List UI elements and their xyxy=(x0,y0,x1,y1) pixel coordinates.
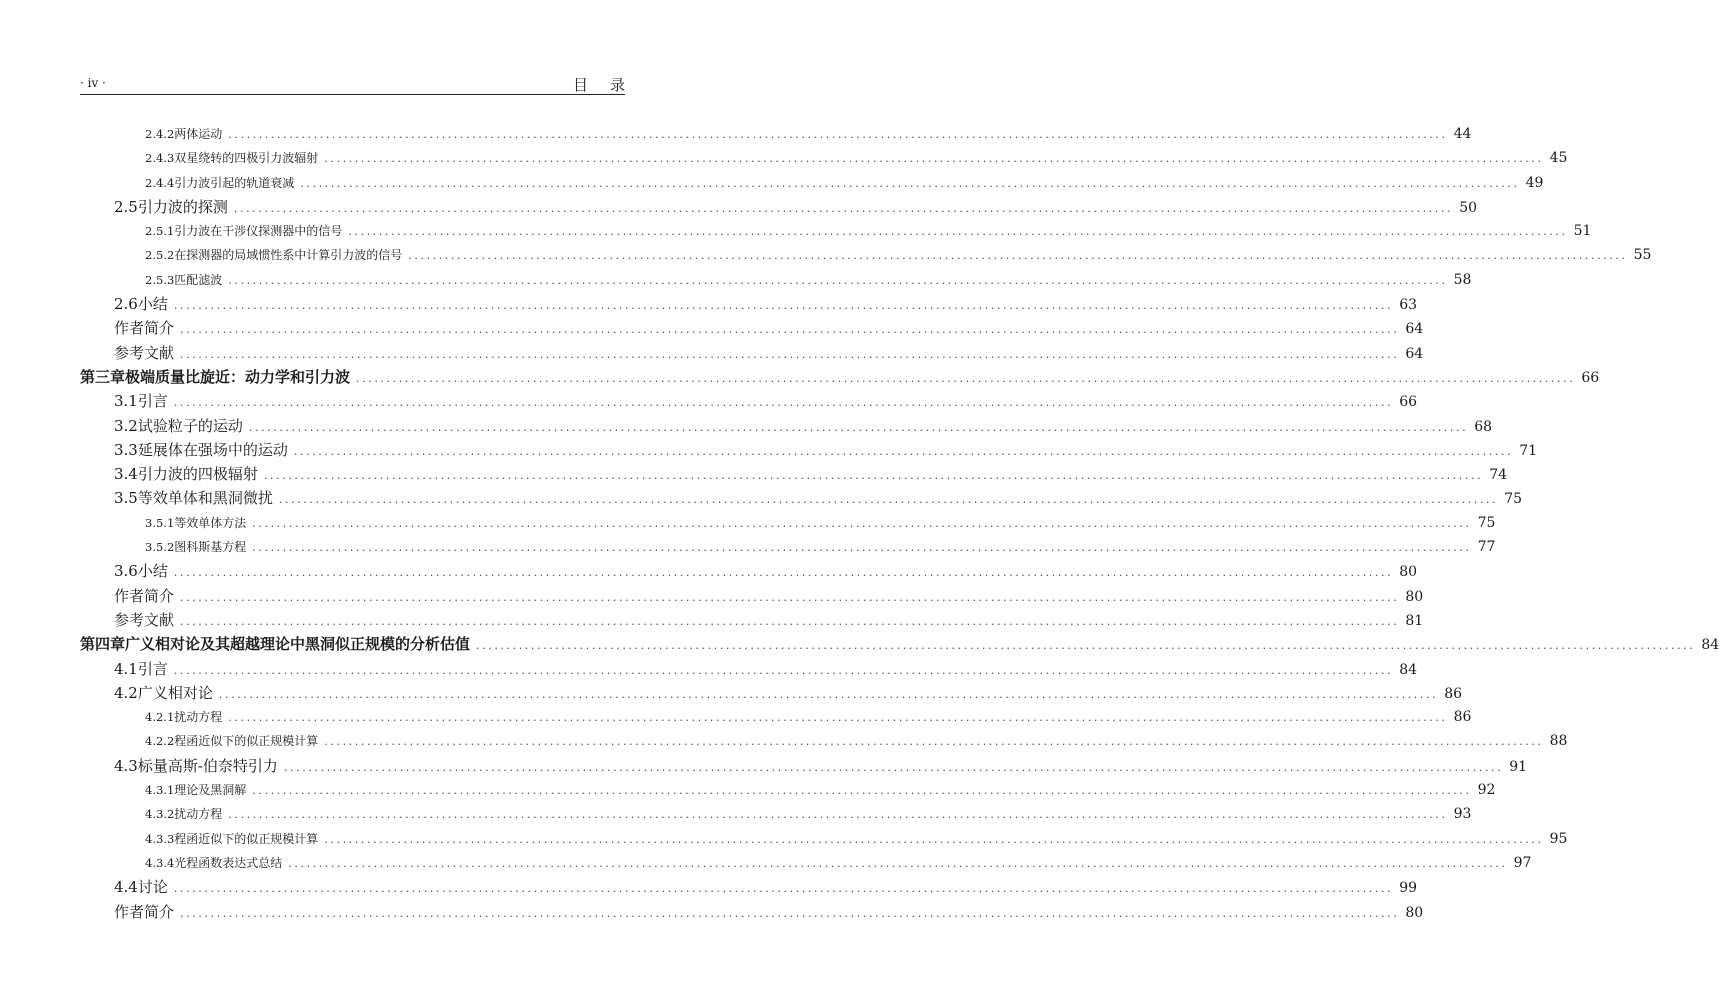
toc-entry-title: 广义相对论及其超越理论中黑洞似正规模的分析估值 xyxy=(125,635,471,654)
toc-entry xyxy=(80,389,1418,413)
dot-leader: ........................................................................................................................................................................................................ xyxy=(180,906,1400,920)
toc-entry xyxy=(80,146,1568,170)
dot-leader: ........................................................................................................................................................................................................ xyxy=(173,882,1394,896)
dot-leader: ........................................................................................................................................................................................................ xyxy=(348,225,1568,239)
toc-entry xyxy=(80,632,1719,656)
toc-entry-number: 2.4.3 xyxy=(145,151,175,166)
dot-leader: ........................................................................................................................................................................................................ xyxy=(283,760,1504,774)
toc-entry-page: 63 xyxy=(1399,297,1418,314)
dot-leader: ........................................................................................................................................................................................................ xyxy=(324,832,1544,846)
dot-leader: ........................................................................................................................................................................................................ xyxy=(180,323,1400,337)
dot-leader: ........................................................................................................................................................................................................ xyxy=(288,856,1508,870)
toc-entry-page: 74 xyxy=(1489,467,1508,484)
toc-entry-page: 92 xyxy=(1477,782,1496,799)
toc-entry xyxy=(80,365,1600,389)
toc-entry-number: 3.3 xyxy=(114,440,138,459)
toc-entry-title: 试验粒子的运动 xyxy=(137,416,243,435)
toc-entry-page: 77 xyxy=(1477,539,1496,556)
toc-entry-number: 2.5.2 xyxy=(145,248,175,263)
toc-entry-number: 4.3.1 xyxy=(145,783,175,798)
toc-entry-number: 2.5.3 xyxy=(145,272,175,287)
toc-entry-title: 在探测器的局域惯性系中计算引力波的信号 xyxy=(174,248,403,263)
toc-entry-title: 理论及黑洞解 xyxy=(174,783,247,798)
dot-leader: ........................................................................................................................................................................................................ xyxy=(252,784,1472,798)
toc-entry-title: 小结 xyxy=(137,295,168,314)
toc-entry-title: 等效单体和黑洞微扰 xyxy=(137,489,273,508)
toc-entry xyxy=(80,122,1472,146)
toc-entry-title: 引力波引起的轨道衰减 xyxy=(174,175,295,190)
toc-entry-page: 84 xyxy=(1399,661,1418,678)
toc-entry-number: 4.2.1 xyxy=(145,710,175,725)
dot-leader: ........................................................................................................................................................................................................ xyxy=(300,176,1520,190)
toc-entry-title: 引力波在干涉仪探测器中的信号 xyxy=(174,224,343,239)
toc-entry-number: 3.2 xyxy=(114,416,138,435)
toc-entry-page: 71 xyxy=(1519,442,1538,459)
toc-entry-page: 50 xyxy=(1459,199,1478,216)
toc-entry-title: 广义相对论 xyxy=(137,683,213,702)
toc-entry-page: 99 xyxy=(1399,880,1418,897)
toc-entry xyxy=(80,292,1418,316)
toc-entry-title: 双星绕转的四极引力波辐射 xyxy=(174,151,319,166)
toc-entry-page: 49 xyxy=(1525,174,1544,191)
toc-entry xyxy=(80,608,1424,632)
toc-entry xyxy=(80,195,1478,219)
toc-entry-page: 80 xyxy=(1405,904,1424,921)
toc-entry-title: 讨论 xyxy=(137,878,168,897)
toc-entry-title: 作者简介 xyxy=(114,319,175,338)
toc-entry-title: 作者简介 xyxy=(114,586,175,605)
header-title: 目录 xyxy=(572,76,647,94)
toc-entry-number: 3.1 xyxy=(114,392,138,411)
dot-leader: ........................................................................................................................................................................................................ xyxy=(476,639,1696,653)
dot-leader: ........................................................................................................................................................................................................ xyxy=(228,808,1448,822)
dot-leader: ........................................................................................................................................................................................................ xyxy=(228,273,1448,287)
toc-entry-page: 64 xyxy=(1405,321,1424,338)
toc-entry-number: 3.5.2 xyxy=(145,540,175,555)
toc-entry xyxy=(80,705,1472,729)
toc-entry-number: 4.2 xyxy=(114,683,138,702)
toc-entry xyxy=(80,681,1463,705)
toc-entry xyxy=(80,535,1496,559)
toc-entry-page: 44 xyxy=(1453,126,1472,142)
toc-entry xyxy=(80,851,1532,875)
dot-leader: ........................................................................................................................................................................................................ xyxy=(252,541,1472,555)
toc-entry-title: 延展体在强场中的运动 xyxy=(137,440,288,459)
toc-entry-page: 86 xyxy=(1444,685,1463,702)
toc-entry xyxy=(80,486,1523,510)
toc-entry xyxy=(80,559,1418,583)
toc-entry xyxy=(80,243,1652,267)
toc-entry xyxy=(80,341,1424,365)
toc-entry xyxy=(80,584,1424,608)
toc-entry-page: 66 xyxy=(1581,369,1600,386)
dot-leader: ........................................................................................................................................................................................................ xyxy=(278,493,1499,507)
toc-entry-page: 80 xyxy=(1405,588,1424,605)
dot-leader: ........................................................................................................................................................................................................ xyxy=(356,371,1576,385)
toc-entry-number: 3.4 xyxy=(114,465,138,484)
toc-entry xyxy=(80,657,1418,681)
toc-entry-number: 3.5 xyxy=(114,489,138,508)
toc-entry-page: 88 xyxy=(1549,733,1568,750)
dot-leader: ........................................................................................................................................................................................................ xyxy=(324,152,1544,166)
toc-entry-number: 2.5.1 xyxy=(145,224,175,239)
dot-leader: ........................................................................................................................................................................................................ xyxy=(233,201,1454,215)
toc-entry-number: 4.3.3 xyxy=(145,831,175,846)
toc-entry-number: 2.5 xyxy=(114,197,138,216)
toc-entry-number: 4.2.2 xyxy=(145,734,175,749)
toc-entry-page: 51 xyxy=(1573,223,1592,240)
toc-entry xyxy=(80,316,1424,340)
toc-entry-number: 第三章 xyxy=(80,367,126,386)
toc-entry-title: 标量高斯-伯奈特引力 xyxy=(137,756,278,775)
toc-entry-number: 2.4.4 xyxy=(145,175,175,190)
toc-entry-page: 55 xyxy=(1633,247,1652,264)
dot-leader: ........................................................................................................................................................................................................ xyxy=(228,711,1448,725)
dot-leader: ........................................................................................................................................................................................................ xyxy=(180,614,1400,628)
toc-entry-title: 引力波的探测 xyxy=(137,197,228,216)
toc-entry xyxy=(80,268,1472,292)
toc-entry xyxy=(80,729,1568,753)
dot-leader: ........................................................................................................................................................................................................ xyxy=(180,590,1400,604)
toc-entry-number: 4.3.4 xyxy=(145,855,175,870)
page-number: · iv · xyxy=(80,76,106,90)
toc-entry xyxy=(80,900,1424,924)
toc-entry-number: 2.6 xyxy=(114,295,138,314)
toc-entry-page: 95 xyxy=(1549,830,1568,847)
dot-leader: ........................................................................................................................................................................................................ xyxy=(173,299,1394,313)
toc-entry-page: 58 xyxy=(1453,271,1472,288)
running-header xyxy=(80,68,647,95)
dot-leader: ........................................................................................................................................................................................................ xyxy=(180,347,1400,361)
toc-entry-title: 参考文献 xyxy=(114,343,175,362)
toc-entry-title: 扰动方程 xyxy=(174,710,223,725)
toc-entry-title: 参考文献 xyxy=(114,610,175,629)
toc-entry xyxy=(80,414,1493,438)
toc-entry-page: 64 xyxy=(1405,345,1424,362)
toc-entry xyxy=(80,827,1568,851)
toc-entry-title: 程函近似下的似正规模计算 xyxy=(174,734,319,749)
toc-entry xyxy=(80,875,1418,899)
toc-entry xyxy=(80,462,1508,486)
toc-entry xyxy=(80,171,1544,195)
toc-entry-title: 引言 xyxy=(137,659,168,678)
toc-entry-number: 2.4.2 xyxy=(145,127,175,141)
toc-entry-title: 引力波的四极辐射 xyxy=(137,465,258,484)
toc-entry-number: 3.6 xyxy=(114,562,138,581)
toc-entry-title: 程函近似下的似正规模计算 xyxy=(174,831,319,846)
toc-entry-page: 84 xyxy=(1701,637,1719,654)
toc-entry-title: 作者简介 xyxy=(114,902,175,921)
toc-entry xyxy=(80,438,1538,462)
toc-entry xyxy=(80,511,1496,535)
toc-entry xyxy=(80,778,1496,802)
toc-entry-title: 两体运动 xyxy=(174,127,223,141)
toc-entry-title: 扰动方程 xyxy=(174,807,223,822)
toc-entry-title: 小结 xyxy=(137,562,168,581)
dot-leader: ........................................................................................................................................................................................................ xyxy=(228,128,1448,141)
toc-entry-page: 93 xyxy=(1453,806,1472,823)
toc-entry-page: 68 xyxy=(1474,418,1493,435)
toc-entry-page: 81 xyxy=(1405,612,1424,629)
toc-entry-page: 75 xyxy=(1504,491,1523,508)
toc-entry-title: 极端质量比旋近：动力学和引力波 xyxy=(125,367,351,386)
table-of-contents xyxy=(80,122,1719,924)
toc-entry-title: 等效单体方法 xyxy=(174,515,247,530)
toc-entry-number: 4.3 xyxy=(114,756,138,775)
dot-leader: ........................................................................................................................................................................................................ xyxy=(324,735,1544,749)
dot-leader: ........................................................................................................................................................................................................ xyxy=(218,687,1439,701)
toc-entry-number: 4.4 xyxy=(114,878,138,897)
toc-entry-title: 引言 xyxy=(137,392,168,411)
toc-entry-page: 80 xyxy=(1399,564,1418,581)
toc-entry-page: 97 xyxy=(1513,854,1532,871)
dot-leader: ........................................................................................................................................................................................................ xyxy=(293,444,1514,458)
toc-entry xyxy=(80,802,1472,826)
toc-entry-page: 91 xyxy=(1509,758,1528,775)
toc-entry-page: 75 xyxy=(1477,514,1496,531)
toc-entry xyxy=(80,219,1592,243)
dot-leader: ........................................................................................................................................................................................................ xyxy=(173,566,1394,580)
dot-leader: ........................................................................................................................................................................................................ xyxy=(248,420,1469,434)
toc-entry-title: 光程函数表达式总结 xyxy=(174,855,283,870)
dot-leader: ........................................................................................................................................................................................................ xyxy=(263,469,1484,483)
toc-entry-page: 66 xyxy=(1399,394,1418,411)
toc-entry xyxy=(80,754,1528,778)
toc-entry-number: 4.3.2 xyxy=(145,807,175,822)
dot-leader: ........................................................................................................................................................................................................ xyxy=(408,249,1628,263)
dot-leader: ........................................................................................................................................................................................................ xyxy=(173,663,1394,677)
toc-entry-number: 3.5.1 xyxy=(145,515,175,530)
toc-entry-number: 第四章 xyxy=(80,635,126,654)
dot-leader: ........................................................................................................................................................................................................ xyxy=(252,516,1472,530)
dot-leader: ........................................................................................................................................................................................................ xyxy=(173,396,1394,410)
toc-entry-page: 86 xyxy=(1453,709,1472,726)
toc-entry-page: 45 xyxy=(1549,150,1568,167)
toc-entry-title: 图科斯基方程 xyxy=(174,540,247,555)
toc-entry-title: 匹配滤波 xyxy=(174,272,223,287)
toc-entry-number: 4.1 xyxy=(114,659,138,678)
